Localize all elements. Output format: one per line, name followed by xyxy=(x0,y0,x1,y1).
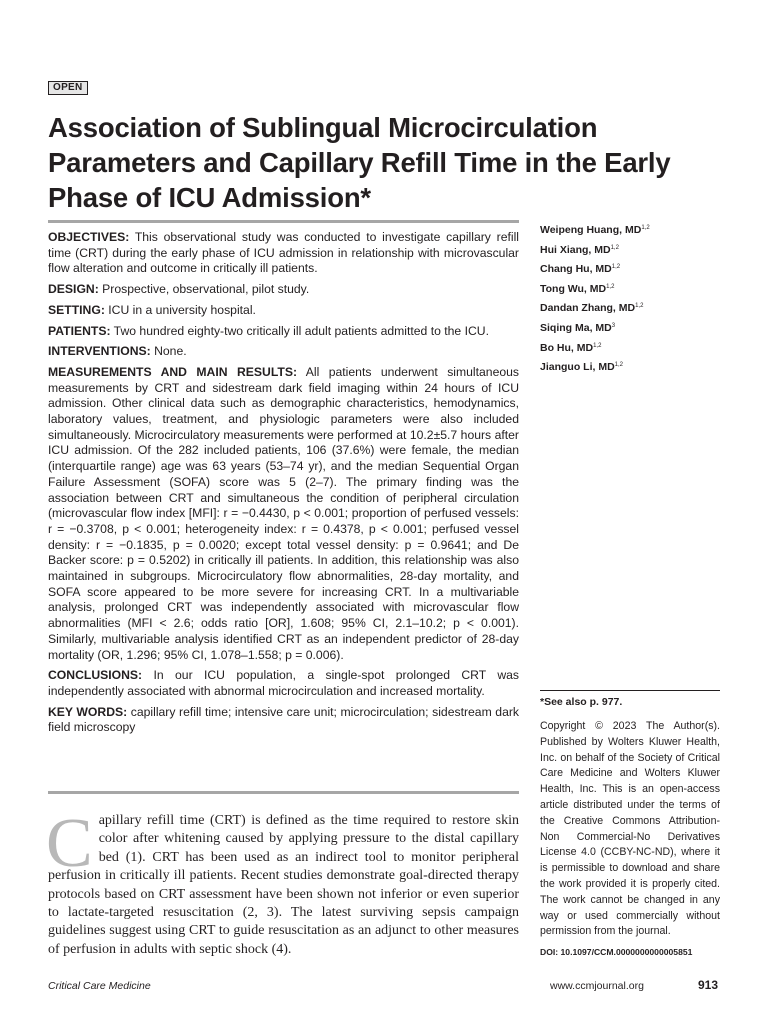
author xyxy=(540,356,740,376)
section-text: All patients underwent simultaneous measurements by CRT and sidestream dark field imaging within 24 hours of ICU admission. Other clinical data such as demographic characteristics, hemodynamics, laboratory values, treatment, and physiologic parameters were also included simultaneously. Microcirculatory measurements were performed at 10.2±5.7 hours after ICU admission. Of the 282 included patients, 106 (37.6%) were female, the median (interquartile range) age was 63 years (53–74 yr), and the median Sequential Organ Failure Assessment (SOFA) score was 5 (2–7). The primary finding was the association between CRT and simultaneous the condition of peripheral circulation (microvascular flow index [MFI]: r = −0.4430, p < 0.001; proportion of perfused vessels: r = −0.3708, p < 0.001; heterogeneity index: r = 0.4378, p < 0.001; perfused vessel density: r = −0.1835, p = 0.0020; except total vessel density: p = 0.9641; and De Backer score: p = 0.5202) in critically ill patients. In addition, this relationship was also maintained in subgroups. Microcirculatory flow abnormalities, 28-day mortality, and SOFA score appeared to be more severe for increasing CRT. In a multivariable analysis, prolonged CRT was independently associated with microvascular flow abnormalities (MFI < 2.6; odds ratio [OR], 1.608; 95% CI, 2.1–10.2; p < 0.001). Similarly, multivariable analysis identified CRT as an independent predictor of 28-day mortality (OR, 1.296; 95% CI, 1.078–1.558; p = 0.006). xyxy=(48,364,520,662)
section-label: OBJECTIVES: xyxy=(48,230,130,244)
author-name: Weipeng Huang, MD xyxy=(540,224,642,236)
section-text: None. xyxy=(150,344,187,359)
abstract-bottom-rule xyxy=(48,791,519,794)
author xyxy=(540,337,740,357)
abstract-results xyxy=(48,365,519,663)
author-name: Hui Xiang, MD xyxy=(540,243,611,256)
open-access-badge: OPEN xyxy=(48,81,88,95)
author-affiliation: 1,2 xyxy=(606,283,615,290)
author-name: Siqing Ma, MD xyxy=(540,321,612,334)
abstract-objectives xyxy=(48,230,519,277)
author-affiliation: 1,2 xyxy=(635,303,644,310)
author-name: Bo Hu, MD xyxy=(540,341,594,354)
see-also-note: *See also p. 977. xyxy=(540,696,623,708)
abstract-design xyxy=(48,282,519,298)
author-affiliation: 1,2 xyxy=(641,225,650,231)
section-text: In our ICU population, a single-spot prolonged CRT was independently associated with abnormal microcirculation and increased mortality. xyxy=(48,668,519,698)
drop-cap: C xyxy=(46,805,93,882)
copyright-notice: Copyright © 2023 The Author(s). Published by Wolters Kluwer Health, Inc. on behalf of the Society of Critical Care Medicine and Wolters Kluwer Health, Inc. This is an open-access article distributed under the terms of the Creative Commons Attribution-Non Commercial-No Derivatives License 4.0 (CCBY-NC-ND), where it is permissible to download and share the work provided it is properly cited. The work cannot be changed in any way or used commercially without permission from the journal. xyxy=(540,720,720,938)
section-label: KEY WORDS: xyxy=(48,704,128,719)
author-name: Chang Hu, MD xyxy=(540,263,612,276)
author-affiliation: 1,2 xyxy=(611,264,621,271)
sidebar-rule xyxy=(540,690,720,691)
section-label: PATIENTS: xyxy=(48,323,111,338)
author-list xyxy=(540,219,740,376)
doi[interactable]: DOI: 10.1097/CCM.0000000000005851 xyxy=(540,947,693,957)
author-name: Jianguo Li, MD xyxy=(540,361,615,374)
section-text: ICU in a university hospital. xyxy=(104,302,256,317)
author xyxy=(540,258,740,278)
page-number: 913 xyxy=(698,978,719,992)
author xyxy=(540,297,740,317)
abstract-setting xyxy=(48,303,519,319)
section-label: SETTING: xyxy=(48,302,105,317)
section-label: MEASUREMENTS AND MAIN RESULTS: xyxy=(48,364,298,379)
footer-journal-name: Critical Care Medicine xyxy=(48,980,151,992)
author-affiliation: 1,2 xyxy=(593,342,602,349)
section-text: This observational study was conducted to investigate capillary refill time (CRT) during the early phase of ICU admission in relationship with microvascular flow alteration and outcome in critically ill patients. xyxy=(48,230,519,276)
section-text: capillary refill time; intensive care unit; microcirculation; sidestream dark field microscopy xyxy=(48,704,519,735)
body-text: apillary refill time (CRT) is defined as the time required to restore skin color after whitening caused by applying pressure to the distal capillary bed (1). CRT has been used as an indirect tool to monitor peripheral perfusion in critically ill patients. Recent studies demonstrate goal-directed therapy protocols based on CRT assessment have been shown not inferior or even superior to lactate-targeted resuscitation (2, 3). The latest surviving sepsis campaign guidelines suggest using CRT to guide resuscitation as an adjunct to other measures of perfusion in adults with septic shock (4). xyxy=(48,813,519,957)
section-label: INTERVENTIONS: xyxy=(48,344,151,359)
author xyxy=(540,317,740,337)
section-text: Prospective, observational, pilot study. xyxy=(98,282,310,297)
footer-url[interactable]: www.ccmjournal.org xyxy=(550,980,644,992)
author xyxy=(540,219,740,239)
abstract-keywords xyxy=(48,705,519,736)
abstract-top-rule xyxy=(48,220,519,223)
article-title: Association of Sublingual Microcirculation Parameters and Capillary Refill Time in the Early Phase of ICU Admission* xyxy=(48,112,671,213)
author-name: Dandan Zhang, MD xyxy=(540,302,636,315)
author-name: Tong Wu, MD xyxy=(540,282,607,295)
author-affiliation: 1,2 xyxy=(610,244,619,251)
section-label: DESIGN: xyxy=(48,282,99,297)
abstract-conclusions xyxy=(48,668,519,699)
author xyxy=(540,239,740,259)
section-text: Two hundred eighty-two critically ill adult patients admitted to the ICU. xyxy=(110,323,489,338)
author-affiliation: 3 xyxy=(611,322,616,329)
section-label: CONCLUSIONS: xyxy=(48,668,143,683)
body-paragraph xyxy=(46,805,519,959)
abstract-interventions xyxy=(48,344,519,360)
abstract-patients xyxy=(48,324,519,340)
author-affiliation: 1,2 xyxy=(614,362,624,369)
author xyxy=(540,278,740,298)
abstract xyxy=(48,230,519,741)
